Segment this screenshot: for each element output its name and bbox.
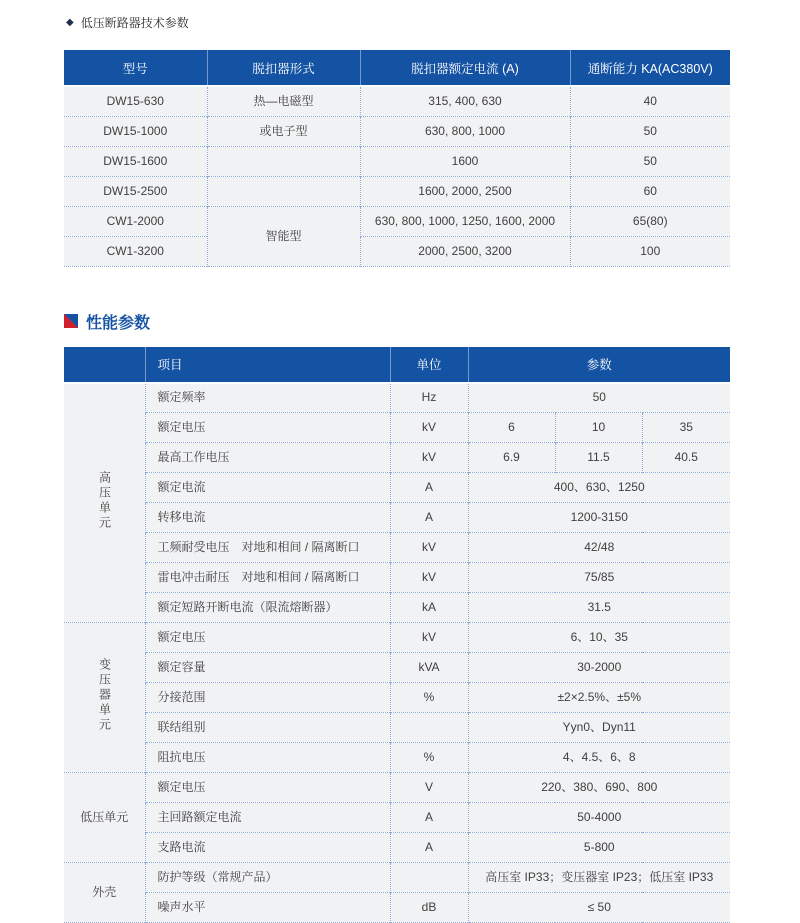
param-cell: ±2×2.5%、±5% (468, 683, 730, 713)
trip-type-cell: 热—电磁型 (207, 86, 360, 116)
section1-title (66, 14, 800, 31)
group-label-text: 高压单元 (97, 470, 112, 531)
item-cell: 额定频率 (145, 383, 390, 413)
unit-cell: Hz (390, 383, 468, 413)
breaking-capacity-cell: 100 (570, 236, 730, 266)
group-label-cell (64, 623, 145, 773)
trip-type-cell: 智能型 (207, 206, 360, 266)
item-cell: 联结组别 (145, 713, 390, 743)
table-row (64, 803, 730, 833)
param-sub-cell: 6.9 (468, 443, 555, 473)
table-row (64, 743, 730, 773)
breaker-params-table (64, 50, 730, 267)
unit-cell: kV (390, 533, 468, 563)
column-header: 参数 (468, 347, 730, 383)
rated-current-cell: 315, 400, 630 (360, 86, 570, 116)
model-cell: DW15-1000 (64, 116, 207, 146)
rated-current-cell: 2000, 2500, 3200 (360, 236, 570, 266)
table-row (64, 413, 730, 443)
table-row (64, 833, 730, 863)
table-row (64, 563, 730, 593)
group-label-cell (64, 383, 145, 623)
table-row (64, 383, 730, 413)
group-label-cell (64, 773, 145, 863)
unit-cell: kVA (390, 653, 468, 683)
column-header: 项目 (145, 347, 390, 383)
table-row (64, 653, 730, 683)
table-row (64, 503, 730, 533)
unit-cell: dB (390, 893, 468, 923)
param-cell: 高压室 IP33；变压器室 IP23；低压室 IP33 (468, 863, 730, 893)
table-row (64, 236, 730, 266)
unit-cell: kA (390, 593, 468, 623)
model-cell: CW1-3200 (64, 236, 207, 266)
rated-current-cell: 1600 (360, 146, 570, 176)
breaking-capacity-cell: 40 (570, 86, 730, 116)
unit-cell: A (390, 833, 468, 863)
table-row (64, 863, 730, 893)
group-label-text: 变压器单元 (97, 658, 112, 733)
group-label-text: 低压单元 (80, 810, 129, 824)
param-cell: 220、380、690、800 (468, 773, 730, 803)
item-cell: 额定电压 (145, 623, 390, 653)
column-header-blank (64, 347, 145, 383)
model-cell: DW15-2500 (64, 176, 207, 206)
breaking-capacity-cell: 50 (570, 116, 730, 146)
section2-title-text: 性能参数 (86, 314, 151, 332)
param-sub-cell: 11.5 (555, 443, 642, 473)
trip-type-cell (207, 176, 360, 206)
diamond-bullet-icon: ◆ (66, 16, 74, 28)
item-cell: 工频耐受电压 对地和相间 / 隔离断口 (145, 533, 390, 563)
unit-cell: kV (390, 443, 468, 473)
unit-cell: kV (390, 413, 468, 443)
param-cell: 5-800 (468, 833, 730, 863)
model-cell: CW1-2000 (64, 206, 207, 236)
rated-current-cell: 1600, 2000, 2500 (360, 176, 570, 206)
table-row (64, 623, 730, 653)
param-sub-cell: 6 (468, 413, 555, 443)
table-row (64, 146, 730, 176)
table-row (64, 116, 730, 146)
table-row (64, 533, 730, 563)
unit-cell: A (390, 803, 468, 833)
rated-current-cell: 630, 800, 1000 (360, 116, 570, 146)
table-row (64, 773, 730, 803)
group-label-cell (64, 863, 145, 923)
param-cell: 42/48 (468, 533, 730, 563)
item-cell: 最高工作电压 (145, 443, 390, 473)
param-cell: 1200-3150 (468, 503, 730, 533)
breaker-table-header-row (64, 50, 730, 86)
item-cell: 额定容量 (145, 653, 390, 683)
model-cell: DW15-630 (64, 86, 207, 116)
param-cell: 400、630、1250 (468, 473, 730, 503)
unit-cell: A (390, 473, 468, 503)
param-sub-cell: 10 (555, 413, 642, 443)
unit-cell: kV (390, 563, 468, 593)
breaking-capacity-cell: 60 (570, 176, 730, 206)
performance-table-header-row (64, 347, 730, 383)
model-cell: DW15-1600 (64, 146, 207, 176)
column-header: 型号 (64, 50, 207, 86)
trip-type-cell (207, 146, 360, 176)
table-row (64, 473, 730, 503)
trip-type-cell: 或电子型 (207, 116, 360, 146)
column-header: 脱扣器额定电流 (A) (360, 50, 570, 86)
column-header: 脱扣器形式 (207, 50, 360, 86)
table-row (64, 893, 730, 923)
item-cell: 额定电压 (145, 773, 390, 803)
unit-cell: kV (390, 623, 468, 653)
column-header: 通断能力 KA(AC380V) (570, 50, 730, 86)
rated-current-cell: 630, 800, 1000, 1250, 1600, 2000 (360, 206, 570, 236)
breaking-capacity-cell: 65(80) (570, 206, 730, 236)
section-marker-icon (64, 314, 78, 328)
param-cell: 75/85 (468, 563, 730, 593)
section2-title (64, 310, 800, 333)
unit-cell (390, 863, 468, 893)
unit-cell: % (390, 683, 468, 713)
unit-cell: % (390, 743, 468, 773)
param-cell: 6、10、35 (468, 623, 730, 653)
item-cell: 额定电流 (145, 473, 390, 503)
group-label-text: 外壳 (92, 885, 117, 899)
item-cell: 额定电压 (145, 413, 390, 443)
param-sub-cell: 40.5 (642, 443, 730, 473)
item-cell: 额定短路开断电流（限流熔断器） (145, 593, 390, 623)
unit-cell: V (390, 773, 468, 803)
table-row (64, 86, 730, 116)
table-row (64, 683, 730, 713)
unit-cell: A (390, 503, 468, 533)
table-row (64, 593, 730, 623)
item-cell: 支路电流 (145, 833, 390, 863)
table-row (64, 176, 730, 206)
param-sub-cell: 35 (642, 413, 730, 443)
item-cell: 转移电流 (145, 503, 390, 533)
param-cell: 4、4.5、6、8 (468, 743, 730, 773)
item-cell: 阻抗电压 (145, 743, 390, 773)
performance-params-table (64, 347, 730, 923)
param-cell: Yyn0、Dyn11 (468, 713, 730, 743)
item-cell: 分接范围 (145, 683, 390, 713)
item-cell: 防护等级（常规产品） (145, 863, 390, 893)
item-cell: 雷电冲击耐压 对地和相间 / 隔离断口 (145, 563, 390, 593)
param-cell: 50-4000 (468, 803, 730, 833)
param-cell: 50 (468, 383, 730, 413)
table-row (64, 206, 730, 236)
param-cell: 31.5 (468, 593, 730, 623)
column-header: 单位 (390, 347, 468, 383)
param-cell: 30-2000 (468, 653, 730, 683)
item-cell: 噪声水平 (145, 893, 390, 923)
unit-cell (390, 713, 468, 743)
table-row (64, 713, 730, 743)
param-cell: ≤ 50 (468, 893, 730, 923)
item-cell: 主回路额定电流 (145, 803, 390, 833)
section1-title-text: 低压断路器技术参数 (80, 16, 189, 30)
breaking-capacity-cell: 50 (570, 146, 730, 176)
table-row (64, 443, 730, 473)
